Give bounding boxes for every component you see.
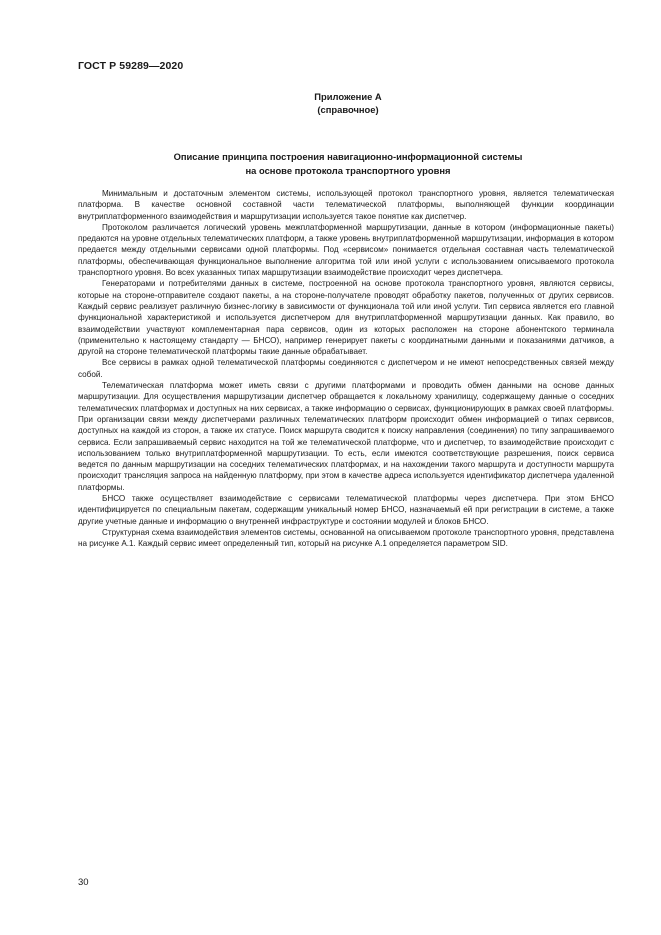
paragraph: Все сервисы в рамках одной телематической платформы соединяются с диспетчером и не имеют непосредственных связей между собой.	[78, 358, 614, 379]
paragraph: Протоколом различается логический уровень межплатформенной маршрутизации, данные в котором (информационные пакеты) предаются на уровне отдельных телематических платформ, а также уровень внутриплатформенной маршрутизации, информация в котором предается между отдельными сервисами одной платформы. Под «сервисом» понимается отдельная составная часть телематической платформы, обеспечивающая функциональное выполнение алгоритма той или иной услуги с использованием описываемого протокола транспортного уровня. Во всех указанных типах маршрутизации взаимодействие происходит через диспетчера.	[78, 222, 614, 278]
appendix-subtitle: (справочное)	[317, 104, 379, 115]
appendix-heading	[78, 90, 618, 116]
section-title-line-2: на основе протокола транспортного уровня	[245, 164, 451, 176]
paragraph: Минимальным и достаточным элементом системы, использующей протокол транспортного уровня, является телематическая платформа. В качестве основной составной части телематической платформы, выполняющей функции координации внутриплатформенного взаимодействия и маршрутизации используется такое понятие как диспетчер.	[78, 189, 614, 221]
appendix-title: Приложение А	[314, 91, 382, 102]
paragraph: Генераторами и потребителями данных в системе, построенной на основе протокола транспортного уровня, являются сервисы, которые на стороне-отправителе создают пакеты, а на стороне-получателе проводят обработку пакетов, полученных от других сервисов. Каждый сервис реализует различную бизнес-логику в зависимости от функционала той или иной услуги. Тип сервиса является его главной функциональной характеристикой и используется диспетчером для внутриплатформенной маршрутизации данных. Как правило, во взаимодействии участвуют комплементарная пара сервисов, один из которых расположен на стороне абонентского терминала (применительно к настоящему стандарту — БНСО), например генерирует пакеты с координатными данными и показаниями датчиков, а другой на стороне телематической платформы такие данные обрабатывает.	[78, 279, 614, 357]
section-title	[78, 150, 618, 177]
document-code-header: ГОСТ Р 59289—2020	[78, 60, 184, 72]
body-text	[78, 188, 614, 550]
page-number: 30	[78, 877, 89, 888]
paragraph: Телематическая платформа может иметь связи с другими платформами и проводить обмен данными на основе данных маршрутизации. Для осуществления маршрутизации диспетчер обращается к локальному хранилищу, содержащему данные о соседних телематических платформах и доступных на них сервисах, а также информацию о сервисах, функционирующих в рамках своей платформы. При организации связи между диспетчерами различных телематических платформ происходит обмен информацией о типах сервисов, доступных на каждой из сторон, а также их статусе. Поиск маршрута сводится к поиску направления (соединения) по типу запрашиваемого сервиса. Если запрашиваемый сервис находится на той же телематической платформе, что и диспетчер, то взаимодействие происходит с использованием только внутриплатформенной маршрутизации. То есть, если имеются соответствующие разрешения, поиск сервиса ведется по данным маршрутизации на соседних телематических платформах, и на нахождении такого маршрута и доступности маршрута происходит трансляция запроса на найденную платформу, при этом в качестве адреса используется идентификатор диспетчера удаленной платформы.	[78, 381, 614, 492]
section-title-line-1: Описание принципа построения навигационно-информационной системы	[173, 151, 523, 162]
paragraph: Структурная схема взаимодействия элементов системы, основанной на описываемом протоколе транспортного уровня, представлена на рисунке А.1. Каждый сервис имеет определенный тип, который на рисунке А.1 определяется параметром SID.	[78, 527, 614, 549]
paragraph: БНСО также осуществляет взаимодействие с сервисами телематической платформы через диспетчера. При этом БНСО идентифицируется по специальным пакетам, содержащим уникальный номер БНСО, назначаемый ей при регистрации в системе, а также другие учетные данные и информацию о внутренней инфраструктуре и состоянии модулей и блоков БНСО.	[78, 494, 614, 526]
